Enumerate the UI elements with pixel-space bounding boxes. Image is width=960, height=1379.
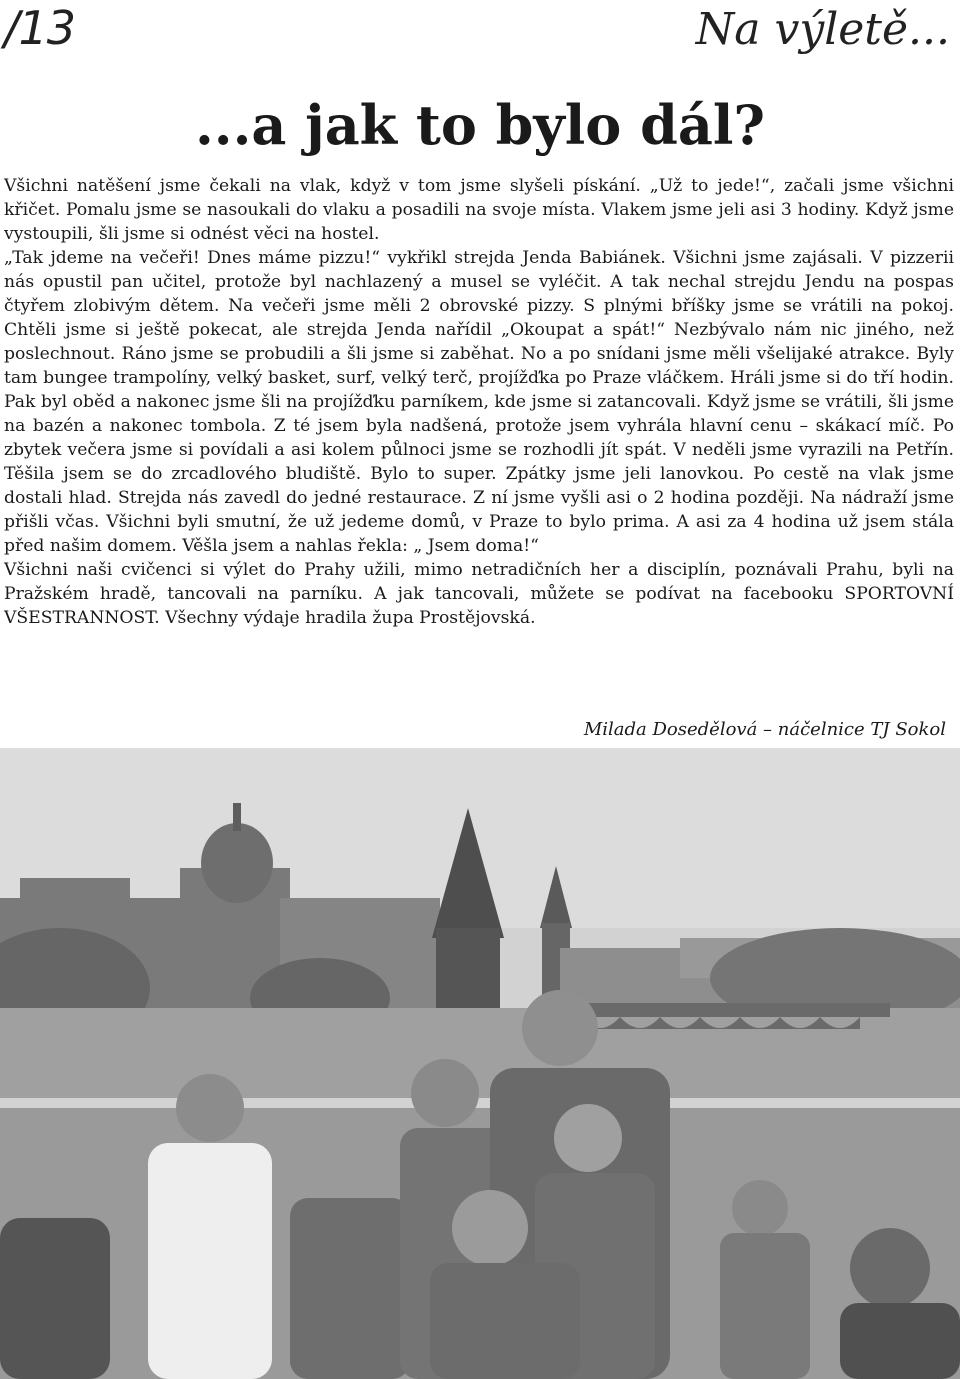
section-title: Na výletě...: [695, 4, 950, 55]
paragraph-train: Všichni natěšení jsme čekali na vlak, když v tom jsme slyšeli pískání. „Už to jede!“, začali jsme všichni křičet. Pomalu jsme se nasoukali do vlaku a posadili na svoje místa. Vlakem jsme jeli asi 3 hodiny. Když jsme vystoupili, šli jsme si odnést věci na hostel.: [4, 176, 954, 244]
page-number: /13: [4, 1, 76, 55]
article-title: ...a jak to bylo dál?: [194, 93, 766, 157]
paragraph-summary: Všichni naši cvičenci si výlet do Prahy užili, mimo netradičních her a disciplín, poznávali Prahu, byli na Pražském hradě, tancovali na parníku. A jak tancovali, můžete se podívat na facebooku SPORTOVNÍ VŠESTRANNOST. Všechny výdaje hradila župa Prostějovská.: [4, 560, 954, 628]
article-body: [4, 174, 954, 630]
paragraph-pizza: „Tak jdeme na večeři! Dnes máme pizzu!“ vykřikl strejda Jenda Babiánek. Všichni jsme zajásali. V pizzerii nás opustil pan učitel, protože byl nachlazený a musel se vyléčit. A tak nechal strejdu Jendu na pospas čtyřem zlobivým dětem. Na večeři jsme měli 2 obrovské pizzy. S plnými bříšky jsme se vrátili na pokoj. Chtěli jsme si ještě pokecat, ale strejda Jenda nařídil „Okoupat a spát!“ Nezbývalo nám nic jiného, než poslechnout. Ráno jsme se probudili a šli jsme si zaběhat. No a po snídani jsme měli všelijaké atrakce. Byly tam bungee trampolíny, velký basket, surf, velký terč, projížďka po Praze vláčkem. Hráli jsme si do tří hodin. Pak byl oběd a nakonec jsme šli na projížďku parníkem, kde jsme si zatancovali. Když jsme se vrátili, šli jsme na bazén a nakonec tombola. Z té jsem byla nadšená, protože jsem vyhrála hlavní cenu – skákací míč. Po zbytek večera jsme si povídali a asi kolem půlnoci jsme se rozhodli jít spát. V neděli jsme vyrazili na Petřín. Těšila jsem se do zrcadlového bludiště. Bylo to super. Zpátky jsme jeli lanovkou. Po cestě na vlak jsme dostali hlad. Strejda nás zavedl do jedné restaurace. Z ní jsme vyšli asi o 2 hodina později. Na nádraží jsme přišli včas. Všichni byli smutní, že už jedeme domů, v Praze to bylo prima. A asi za 4 hodina už jsem stála před našim domem. Věšla jsem a nahlas řekla: „ Jsem doma!“: [4, 248, 954, 556]
group-photo: [0, 748, 960, 1379]
signature: Milada Dosedělová – náčelnice TJ Sokol: [583, 719, 946, 740]
